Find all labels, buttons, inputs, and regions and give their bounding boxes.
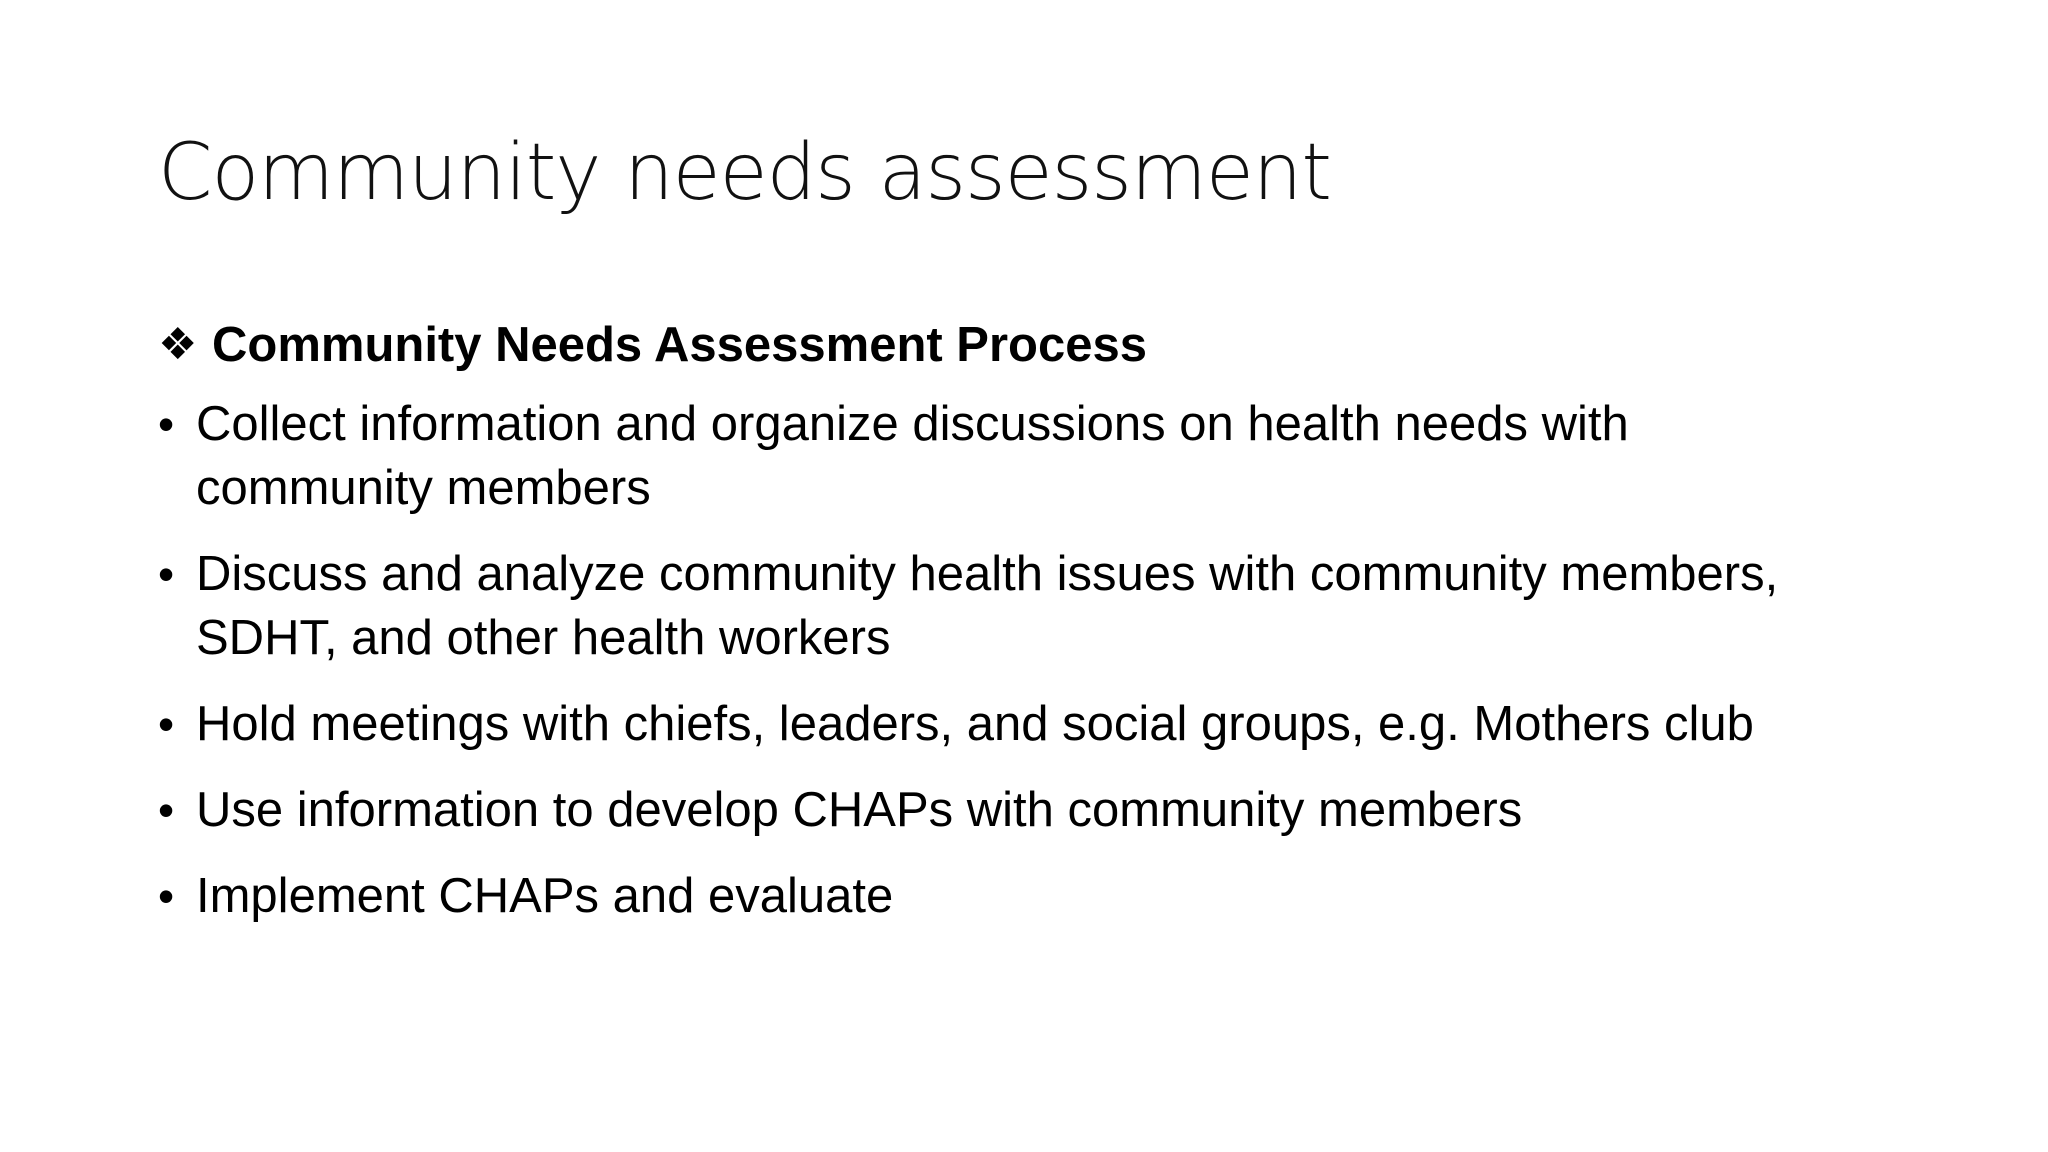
bullet-icon: •: [158, 398, 175, 450]
diamond-icon: ❖: [158, 319, 198, 370]
bullet-text: Use information to develop CHAPs with community members: [196, 783, 1523, 837]
bullet-list: [158, 392, 1938, 928]
list-item: [158, 542, 1938, 670]
list-item: [158, 778, 1938, 842]
bullet-icon: •: [158, 548, 175, 600]
bullet-icon: •: [158, 784, 175, 836]
list-item: [158, 392, 1938, 520]
bullet-text: Implement CHAPs and evaluate: [196, 869, 894, 923]
slide-content: [158, 312, 1938, 950]
slide-title: Community needs assessment: [158, 128, 1331, 218]
list-item: [158, 864, 1938, 928]
bullet-text: Hold meetings with chiefs, leaders, and social groups, e.g. Mothers club: [196, 697, 1754, 751]
bullet-text: Collect information and organize discussions on health needs with community members: [196, 397, 1629, 515]
list-item: [158, 692, 1938, 756]
bullet-icon: •: [158, 698, 175, 750]
section-heading-text: Community Needs Assessment Process: [212, 318, 1147, 372]
section-heading: [158, 312, 1938, 378]
bullet-icon: •: [158, 870, 175, 922]
bullet-text: Discuss and analyze community health issues with community members, SDHT, and other health workers: [196, 547, 1779, 665]
